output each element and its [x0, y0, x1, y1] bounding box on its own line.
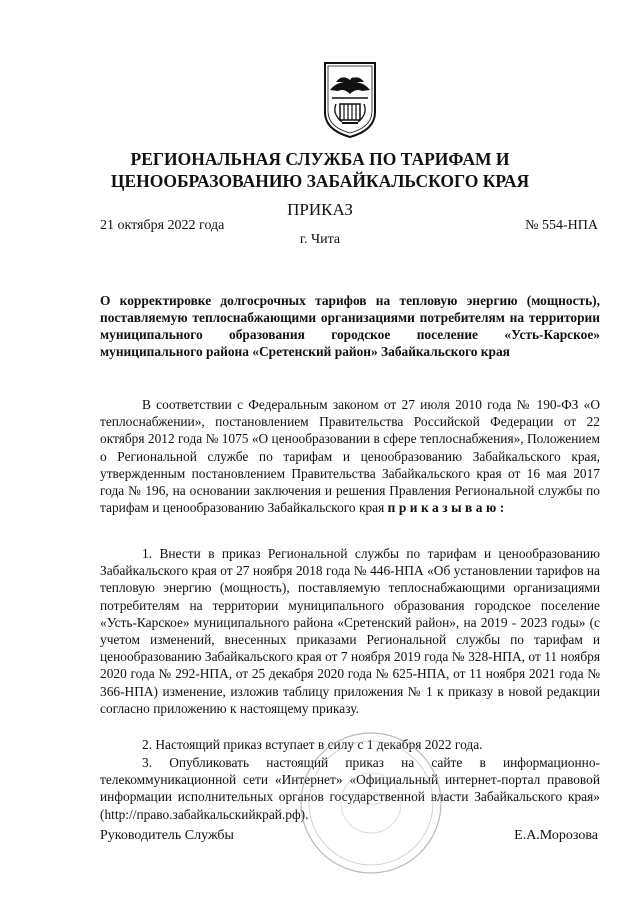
order-item-1: 1. Внести в приказ Региональной службы по тарифам и ценообразованию Забайкальского края от 27 ноября 2018 года № 446-НПА «Об установлении тарифов на тепловую энергию (мощность), поставляемую теплоснабжающими организациями потребителям на территории муниципального образования городское поселение «Усть-Карское» муниципального района «Сретенский район», на 2019 - 2023 годы» (с учетом изменений, внесенных приказами Региональной службы по тарифам и ценообразованию Забайкальского края от 7 ноября 2019 года № 328-НПА, от 11 ноября 2020 года № 292-НПА, от 25 декабря 2020 года № 625-НПА, от 11 ноября 2021 года № 366-НПА) изменение, изложив таблицу приложения № 1 к приказу в новой редакции согласно приложению к настоящему приказу.	[100, 546, 600, 716]
document-type: ПРИКАЗ	[287, 200, 353, 219]
intro-text: В соответствии с Федеральным законом от 27 июля 2010 года № 190-ФЗ «О теплоснабжении», постановлением Правительства Российской Федерации от 22 октября 2012 года № 1075 «О ценообразовании в сфере теплоснабжения», Положением о Региональной службе по тарифам и ценообразованию Забайкальского края, утвержденным постановлением Правительства Забайкальского края от 16 мая 2017 года № 196, на основании заключения и решения Правления Региональной службы по тарифам и ценообразованию Забайкальского края	[100, 397, 600, 516]
order-item-2: 2. Настоящий приказ вступает в силу с 1 декабря 2022 года.	[142, 737, 483, 752]
intro-paragraph	[100, 396, 600, 516]
org-title-line-2: ЦЕНООБРАЗОВАНИЮ ЗАБАЙКАЛЬСКОГО КРАЯ	[110, 171, 530, 191]
order-item-3: 3. Опубликовать настоящий приказ на сайте в информационно-телекоммуникационной сети «Интернет» «Официальный интернет-портал правовой информации исполнительных органов государственной власти Забайкальского края» (http://право.забайкальскийкрай.рф).	[100, 755, 600, 822]
organization-title	[60, 148, 580, 192]
official-stamp-icon	[296, 728, 446, 878]
coat-of-arms-icon	[322, 60, 378, 140]
document-date: 21 октября 2022 года	[100, 218, 225, 233]
document-city: г. Чита	[299, 232, 341, 247]
signatory-name: Е.А.Морозова	[514, 828, 598, 843]
signatory-role: Руководитель Службы	[100, 828, 234, 843]
document-number: № 554-НПА	[525, 218, 598, 233]
order-word: приказываю:	[387, 500, 508, 516]
document-subject: О корректировке долгосрочных тарифов на тепловую энергию (мощность), поставляемую теплоснабжающими организациями потребителям на территории муниципального образования городское поселение «Усть-Карское» муниципального района «Сретенский район» Забайкальского края	[100, 293, 600, 359]
org-title-line-1: РЕГИОНАЛЬНАЯ СЛУЖБА ПО ТАРИФАМ И	[130, 149, 510, 169]
